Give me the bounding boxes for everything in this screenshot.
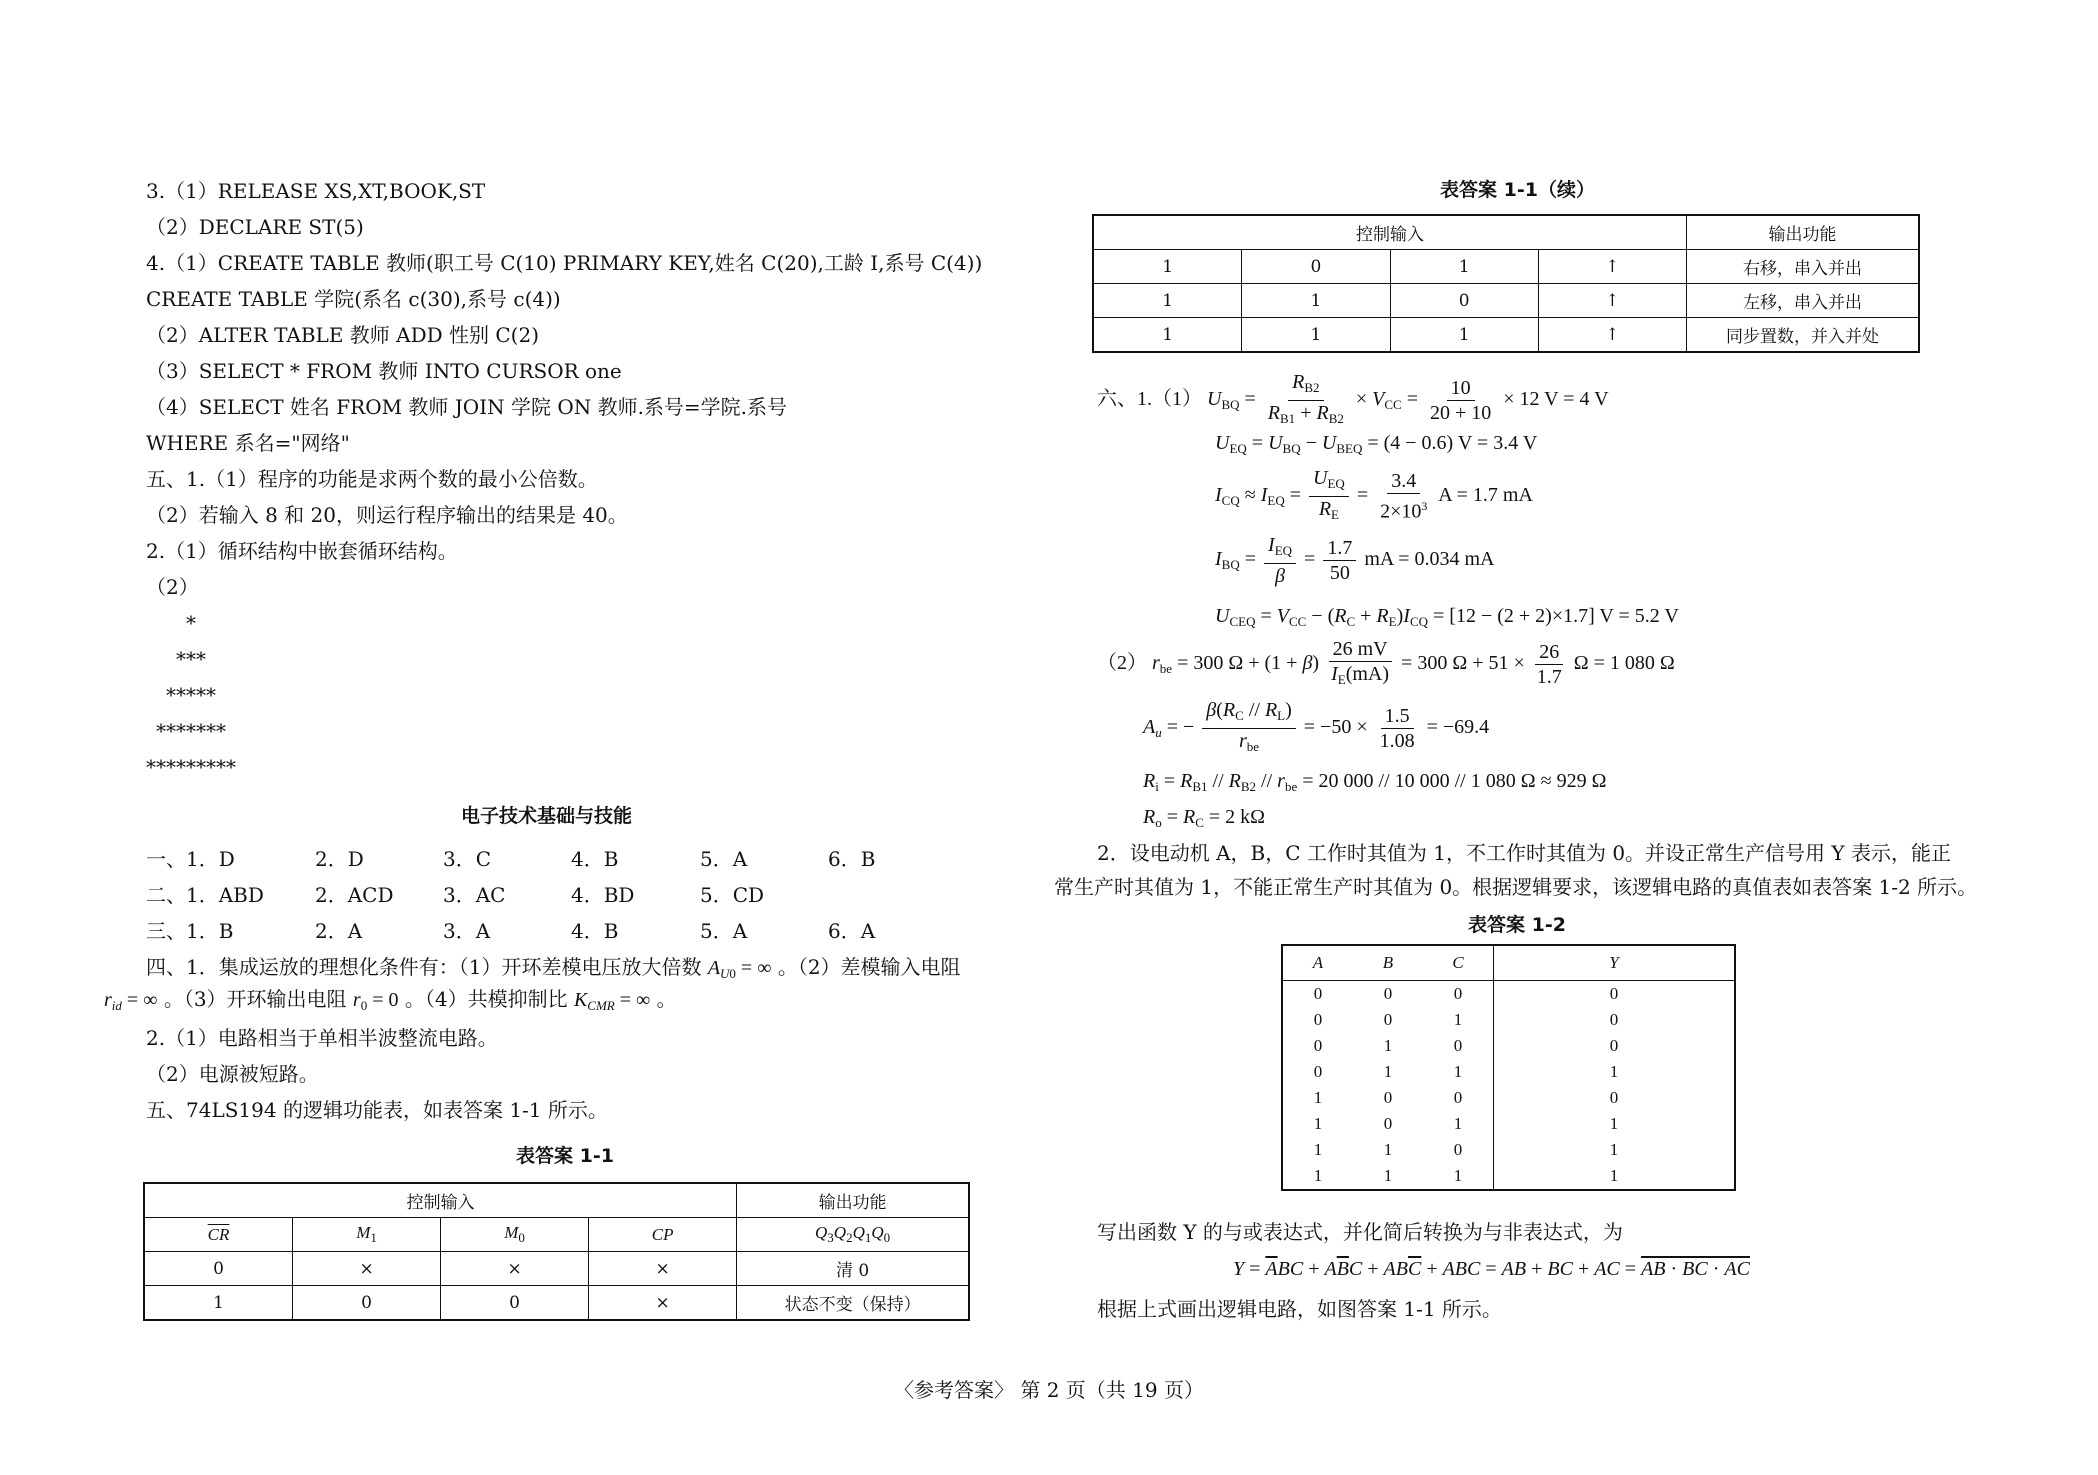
truth-cell: 0	[1453, 1140, 1463, 1159]
mc-answer: 2．D	[315, 847, 364, 871]
truth-cell: 0	[1383, 1010, 1393, 1029]
math-kcmr: $K_{CMR}$ = ∞	[573, 989, 651, 1013]
star-row: *****	[166, 683, 216, 707]
mc-answer: 4．B	[571, 919, 619, 943]
truth-cell: 0	[1453, 1088, 1463, 1107]
star-row: *	[186, 611, 196, 635]
truth-cell: 1	[1453, 1010, 1463, 1029]
table-cell: 1	[1390, 318, 1538, 353]
table-cell: 1	[1242, 318, 1390, 353]
mc-answer: 2．ACD	[315, 883, 394, 907]
table2-title: 表答案 1-2	[1468, 914, 1566, 936]
truth-row	[1282, 981, 1735, 1008]
truth-cell: 0	[1383, 1114, 1393, 1133]
truth-row	[1282, 1111, 1735, 1137]
truth-cell: 0	[1453, 1036, 1463, 1055]
table-cell: 左移，串入并出	[1687, 284, 1919, 318]
table-row	[144, 1252, 969, 1286]
table-cell: 1	[1093, 284, 1242, 318]
answer-line: CREATE TABLE 学院(系名 c(30),系号 c(4))	[146, 287, 561, 311]
truth-cell: 1	[1313, 1114, 1323, 1133]
table-cell: 1	[1242, 284, 1390, 318]
answer-line: 五、1.（1）程序的功能是求两个数的最小公倍数。	[146, 467, 598, 491]
math-rid: $r_{id}$ = ∞	[104, 989, 158, 1013]
star-row: *******	[156, 719, 226, 743]
truth-cell: 1	[1313, 1088, 1323, 1107]
table-cell: 右移，串入并出	[1687, 250, 1919, 284]
eq-y: $Y = \overline{A}BC + A\overline{B}C + AB\overline{C}$ + ABC = AB + BC + AC = AB · BC · AC	[1233, 1258, 1750, 1280]
answer-line: （3）SELECT * FROM 教师 INTO CURSOR one	[146, 359, 622, 383]
table-cell: ×	[293, 1252, 441, 1286]
truth-cell: 0	[1383, 984, 1393, 1003]
answer-line: （4）SELECT 姓名 FROM 教师 JOIN 学院 ON 教师.系号=学院.系号	[146, 395, 788, 419]
eq-uceq: $U_{CEQ} = V_{CC} - (R_C + R_E)I_{CQ} = [12 - (2 + 2)\times 1.7] V = 5.2$ V	[1215, 605, 1679, 629]
final-line1: 写出函数 Y 的与或表达式，并化简后转换为与非表达式，为	[1097, 1220, 1623, 1244]
mc-answer: 二、1．ABD	[146, 883, 264, 907]
truth-cell: 1	[1494, 1137, 1736, 1163]
table-row	[1093, 250, 1919, 284]
table1-title: 表答案 1-1	[516, 1145, 614, 1167]
truth-cell: 1	[1453, 1166, 1463, 1185]
truth-cell: 1	[1494, 1111, 1736, 1137]
truth-header: C	[1423, 945, 1494, 981]
table1c-header-group: 控制输入	[1093, 215, 1687, 250]
table-answer-1-1-cont	[1092, 214, 1920, 353]
truth-row	[1282, 1137, 1735, 1163]
truth-table-1-2	[1281, 944, 1736, 1191]
truth-cell: 0	[1313, 984, 1323, 1003]
mc-answer: 3．A	[443, 919, 491, 943]
q4-line1: 四、1．集成运放的理想化条件有：（1）开环差模电压放大倍数 $A_{U0}$ = ∞ 。（2）差模输入电阻	[146, 955, 961, 981]
mc-answer: 4．BD	[571, 883, 635, 907]
truth-cell: 1	[1453, 1114, 1463, 1133]
table-row	[1093, 284, 1919, 318]
col-m1: $M_1$	[293, 1218, 441, 1252]
answer-line: （2）若输入 8 和 20，则运行程序输出的结果是 40。	[146, 503, 628, 527]
table-cell: 1	[144, 1286, 293, 1321]
section-title: 电子技术基础与技能	[461, 805, 633, 827]
truth-cell: 1	[1453, 1062, 1463, 1081]
math-auo: $A_{U0}$ = ∞	[707, 957, 772, 981]
truth-cell: 1	[1383, 1140, 1393, 1159]
truth-cell: 1	[1383, 1036, 1393, 1055]
answer-line: 3.（1）RELEASE XS,XT,BOOK,ST	[146, 179, 486, 203]
q5-intro: 五、74LS194 的逻辑功能表，如表答案 1-1 所示。	[146, 1098, 608, 1122]
truth-cell: 0	[1453, 984, 1463, 1003]
truth-cell: 1	[1494, 1163, 1736, 1190]
eq-ri: $R_i = R_{B1} // R_{B2} // r_{be} = 20$ 000 // 10 000 // 1 080 Ω ≈ 929 Ω	[1143, 770, 1607, 794]
table-cell: 0	[1242, 250, 1390, 284]
answer-line: （2）DECLARE ST(5)	[146, 215, 364, 239]
truth-cell: 0	[1313, 1062, 1323, 1081]
mc-answer: 6．B	[828, 847, 876, 871]
truth-row	[1282, 1007, 1735, 1033]
table-cell: ×	[441, 1252, 589, 1286]
eq-ro: $R_o = R_C = 2$ kΩ	[1143, 806, 1266, 830]
mc-answer: 4．B	[571, 847, 619, 871]
q4-2-2: （2）电源被短路。	[146, 1062, 319, 1086]
eq-ibq: $I_{BQ}$ = $\frac{I_{EQ}}{\beta}$ = $\frac{1.7}{50}$ mA = 0.034 mA	[1215, 534, 1495, 587]
col-m0: $M_0$	[441, 1218, 589, 1252]
col-cr: $\overline{CR}$	[144, 1218, 293, 1252]
table-cell: 1	[1390, 250, 1538, 284]
mc-answer: 5．A	[700, 919, 748, 943]
table1-header-output: 输出功能	[737, 1183, 969, 1218]
answer-line: （2）ALTER TABLE 教师 ADD 性别 C(2)	[146, 323, 540, 347]
q4-2-1: 2.（1）电路相当于单相半波整流电路。	[146, 1026, 498, 1050]
eq-ubq: 六、1.（1） $U_{BQ}$ = $\frac{R_{B2}}{R_{B1} + R_{B2}}$ × $V_{CC}$ = $\frac{10}{20 + 10}$ × 12 V = 4 V	[1097, 371, 1609, 426]
table1c-title: 表答案 1-1（续）	[1440, 179, 1595, 201]
eq-ueq: $U_{EQ} = U_{BQ} - U_{BEQ} = (4 - 0.6) V = 3.4$ V	[1215, 432, 1538, 456]
mc-answer: 三、1．B	[146, 919, 234, 943]
table-cell: 1	[1093, 250, 1242, 284]
truth-header: A	[1282, 945, 1353, 981]
final-line2: 根据上式画出逻辑电路，如图答案 1-1 所示。	[1097, 1297, 1502, 1321]
table-answer-1-1	[143, 1182, 970, 1321]
truth-cell: 0	[1494, 1007, 1736, 1033]
table-cell: ↑	[1538, 318, 1686, 353]
table-row	[1093, 318, 1919, 353]
truth-cell: 1	[1313, 1140, 1323, 1159]
table-row	[144, 1286, 969, 1321]
table-cell: 状态不变（保持）	[737, 1286, 969, 1321]
mc-answer: 5．A	[700, 847, 748, 871]
table-cell: 清 0	[737, 1252, 969, 1286]
mc-answer: 一、1．D	[146, 847, 235, 871]
table-cell: ×	[589, 1252, 737, 1286]
table-cell: 0	[1390, 284, 1538, 318]
mc-answer: 3．AC	[443, 883, 506, 907]
table-cell: 0	[293, 1286, 441, 1321]
table1-header-group: 控制输入	[144, 1183, 737, 1218]
truth-cell: 0	[1494, 1033, 1736, 1059]
page-footer: 〈参考答案〉 第 2 页（共 19 页）	[894, 1378, 1204, 1402]
answer-line: WHERE 系名="网络"	[146, 431, 350, 455]
truth-cell: 0	[1494, 1085, 1736, 1111]
col-q: $Q_3Q_2Q_1Q_0$	[737, 1218, 969, 1252]
table-cell: ↑	[1538, 284, 1686, 318]
table-cell: ×	[589, 1286, 737, 1321]
math-r0: $r_0 = 0$	[352, 989, 399, 1013]
truth-header: Y	[1494, 945, 1736, 981]
answer-line: 2.（1）循环结构中嵌套循环结构。	[146, 539, 458, 563]
q2-para-line1: 2．设电动机 A，B，C 工作时其值为 1，不工作时其值为 0。并设正常生产信号用 Y 表示，能正	[1097, 841, 1951, 865]
eq-icq: $I_{CQ} \approx I_{EQ}$ = $\frac{U_{EQ}}{R_E}$ = $\frac{3.4}{2\times 10^3}$ A = 1.7 mA	[1215, 467, 1533, 523]
truth-cell: 0	[1383, 1088, 1393, 1107]
truth-row	[1282, 1059, 1735, 1085]
q2-para-line2: 常生产时其值为 1，不能正常生产时其值为 0。根据逻辑要求，该逻辑电路的真值表如表答案 1-2 所示。	[1054, 875, 1978, 899]
q4-line2: $r_{id}$ = ∞ 。（3）开环输出电阻 $r_0 = 0$ 。（4）共模抑制比 $K_{CMR}$ = ∞ 。	[104, 987, 677, 1013]
truth-cell: 1	[1494, 1059, 1736, 1085]
eq-au: $A_u$ = − $\frac{\beta(R_C // R_L)}{r_{be}}$ = −50 × $\frac{1.5}{1.08}$ = −69.4	[1143, 699, 1490, 754]
answer-line: （2）	[146, 575, 199, 599]
mc-answer: 2．A	[315, 919, 363, 943]
table1c-header-output: 输出功能	[1687, 215, 1919, 250]
truth-cell: 1	[1383, 1166, 1393, 1185]
star-row: ***	[176, 647, 206, 671]
star-row: *********	[146, 755, 236, 779]
table-cell: 1	[1093, 318, 1242, 353]
truth-cell: 1	[1383, 1062, 1393, 1081]
truth-row	[1282, 1085, 1735, 1111]
table-cell: 同步置数，并入并处	[1687, 318, 1919, 353]
truth-cell: 0	[1494, 981, 1736, 1008]
truth-cell: 0	[1313, 1010, 1323, 1029]
table-cell: ↑	[1538, 250, 1686, 284]
truth-row	[1282, 1033, 1735, 1059]
truth-cell: 1	[1313, 1166, 1323, 1185]
truth-header: B	[1353, 945, 1423, 981]
eq-rbe: （2） $r_{be} = 300$ Ω + (1 + β) $\frac{26 mV}{I_E(mA)}$ = 300 Ω + 51 × $\frac{26}{1.7}$ Ω = 1 080 Ω	[1097, 638, 1675, 688]
mc-answer: 6．A	[828, 919, 876, 943]
answer-line: 4.（1）CREATE TABLE 教师(职工号 C(10) PRIMARY KEY,姓名 C(20),工龄 I,系号 C(4))	[146, 251, 983, 275]
truth-cell: 0	[1313, 1036, 1323, 1055]
col-cp: CP	[589, 1218, 737, 1252]
mc-answer: 5．CD	[700, 883, 765, 907]
mc-answer: 3．C	[443, 847, 492, 871]
table-cell: 0	[441, 1286, 589, 1321]
table-cell: 0	[144, 1252, 293, 1286]
truth-row	[1282, 1163, 1735, 1190]
